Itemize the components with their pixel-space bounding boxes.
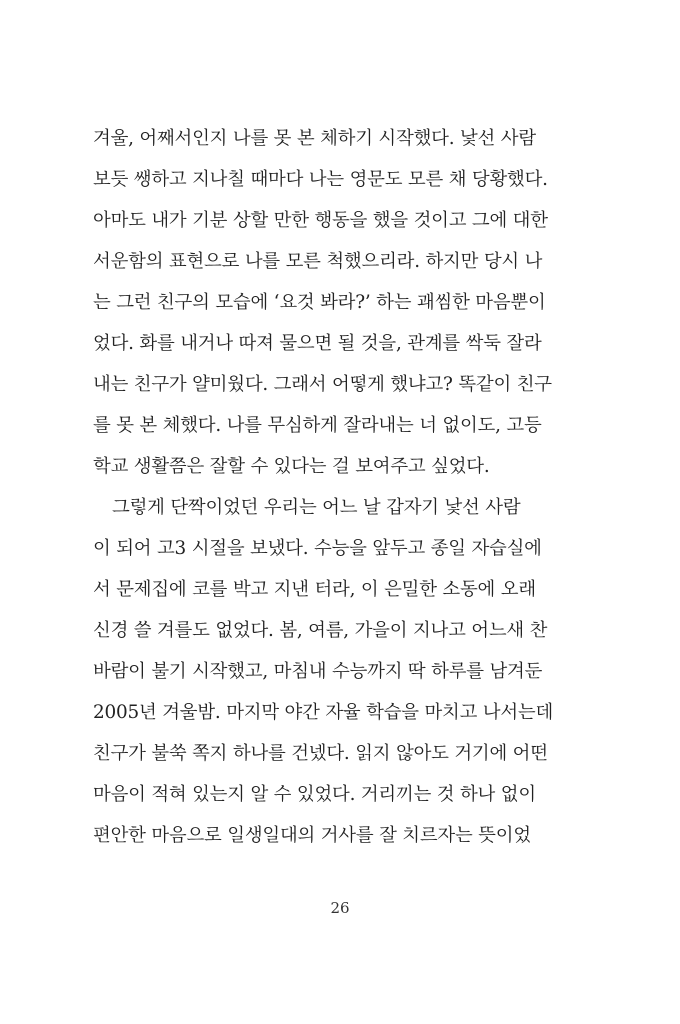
text-line: 바람이 불기 시작했고, 마침내 수능까지 딱 하루를 남겨둔 <box>93 661 543 682</box>
text-line: 었다. 화를 내거나 따져 물으면 될 것을, 관계를 싹둑 잘라 <box>93 333 542 354</box>
text-line: 이 되어 고3 시절을 보냈다. 수능을 앞두고 종일 자습실에 <box>93 538 542 559</box>
text-line: 보듯 쌩하고 지나칠 때마다 나는 영문도 모른 채 당황했다. <box>93 169 548 190</box>
text-line: 를 못 본 체했다. 나를 무심하게 잘라내는 너 없이도, 고등 <box>93 415 542 436</box>
text-line: 마음이 적혀 있는지 알 수 있었다. 거리끼는 것 하나 없이 <box>93 784 536 805</box>
text-line: 2005년 겨울밤. 마지막 야간 자율 학습을 마치고 나서는데 <box>93 702 554 723</box>
text-line: 학교 생활쯤은 잘할 수 있다는 걸 보여주고 싶었다. <box>93 456 490 477</box>
text-line: 아마도 내가 기분 상할 만한 행동을 했을 것이고 그에 대한 <box>93 210 548 231</box>
text-line: 서운함의 표현으로 나를 모른 척했으리라. 하지만 당시 나 <box>93 251 543 272</box>
text-line: 편안한 마음으로 일생일대의 거사를 잘 치르자는 뜻이었 <box>93 825 531 846</box>
text-line: 는 그런 친구의 모습에 ‘요것 봐라?’ 하는 괘씸한 마음뿐이 <box>93 292 546 313</box>
text-line: 신경 쓸 겨를도 없었다. 봄, 여름, 가을이 지나고 어느새 찬 <box>93 620 548 641</box>
text-line: 겨울, 어째서인지 나를 못 본 체하기 시작했다. 낯선 사람 <box>93 128 536 149</box>
text-line: 내는 친구가 얄미웠다. 그래서 어떻게 했냐고? 똑같이 친구 <box>93 374 552 395</box>
text-line: 서 문제집에 코를 박고 지낸 터라, 이 은밀한 소동에 오래 <box>93 579 536 600</box>
page-number: 26 <box>330 899 350 917</box>
text-line: 친구가 불쑥 쪽지 하나를 건넸다. 읽지 않아도 거기에 어떤 <box>93 743 548 764</box>
text-line-paragraph-start: 그렇게 단짝이었던 우리는 어느 날 갑자기 낯선 사람 <box>112 497 521 518</box>
